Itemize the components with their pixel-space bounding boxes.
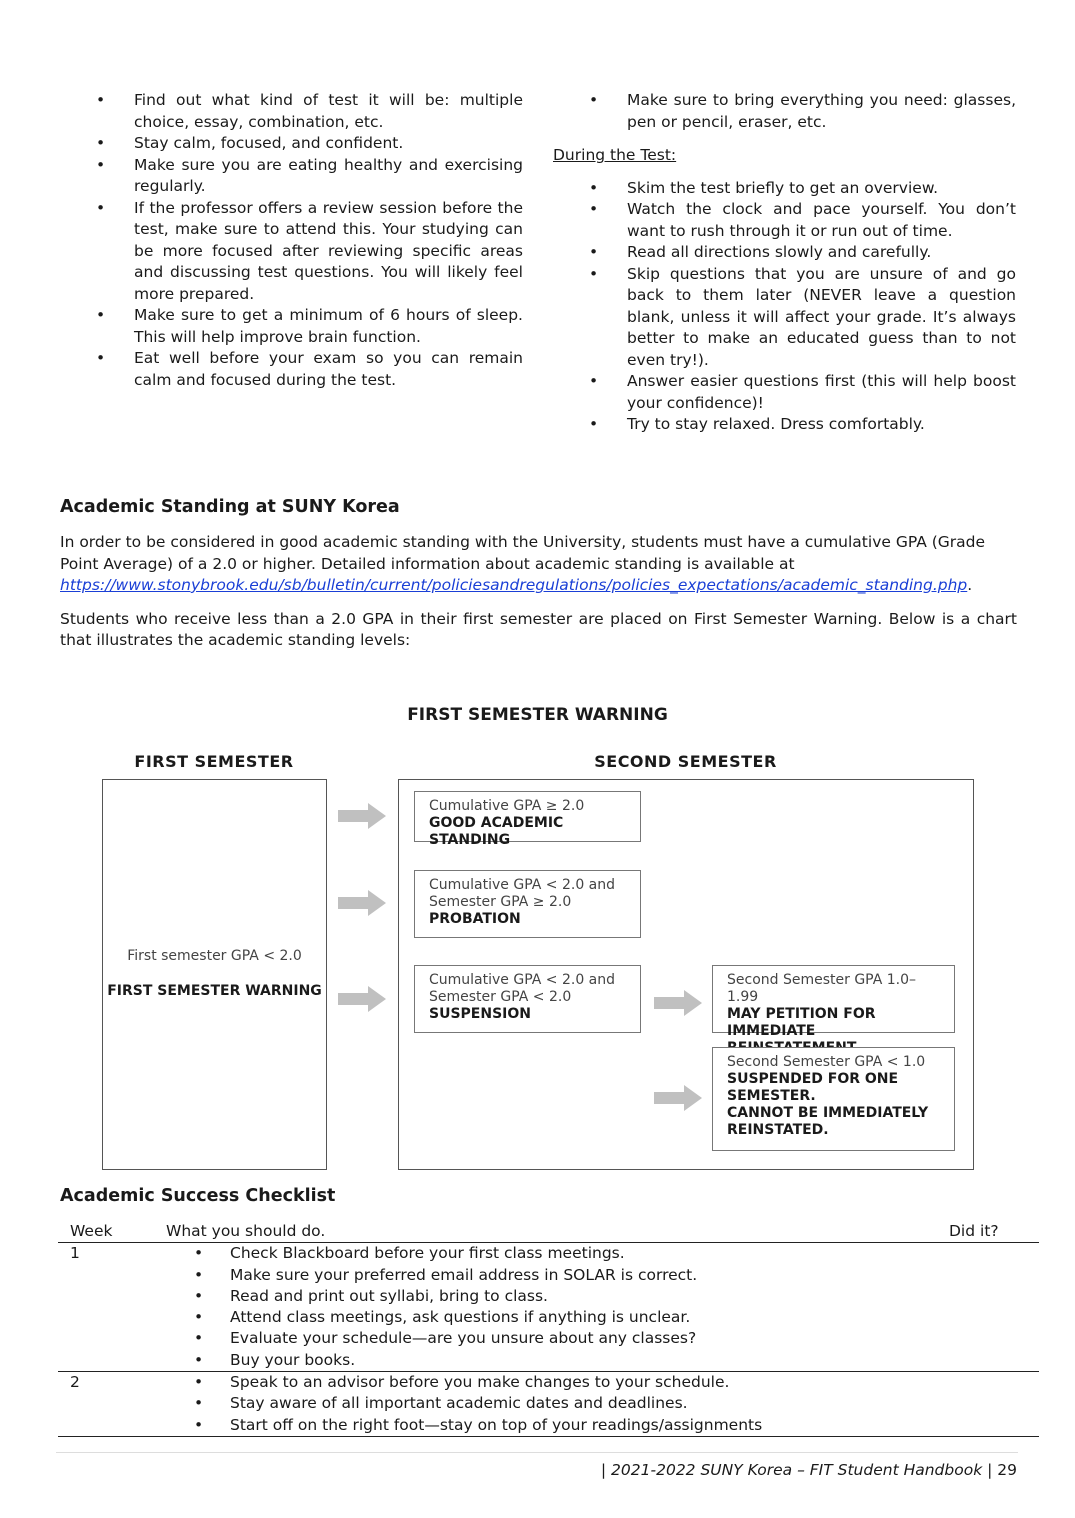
checklist-heading: Academic Success Checklist: [60, 1186, 336, 1206]
standing-link[interactable]: https://www.stonybrook.edu/sb/bulletin/current/policiesandregulations/policies_expectations/academic_standing.php: [60, 576, 968, 594]
list-item: • Evaluate your schedule—are you unsure about any classes?: [154, 1328, 937, 1349]
list-item: • Check Blackboard before your first class meetings.: [154, 1243, 937, 1264]
probation-condition-1: Cumulative GPA < 2.0 and: [429, 877, 616, 893]
checklist-body: [58, 1243, 1039, 1437]
petition-box: [712, 965, 955, 1039]
suspended-label-1: SUSPENDED FOR ONE: [727, 1071, 899, 1087]
probation-condition-2: Semester GPA ≥ 2.0: [429, 894, 572, 910]
list-item: • Stay aware of all important academic dates and deadlines.: [154, 1393, 937, 1414]
bullet-item: • Stay calm, focused, and confident.: [60, 133, 523, 155]
first-box-condition: First semester GPA < 2.0: [127, 948, 302, 964]
bullet-item: • Eat well before your exam so you can remain calm and focused during the test.: [60, 348, 523, 391]
arrow-right-icon: [338, 803, 386, 829]
checklist-table: [58, 1221, 1039, 1437]
suspension-box: [414, 965, 641, 1033]
bullet-item: • Read all directions slowly and carefully.: [553, 242, 1016, 264]
arrow-right-icon: [654, 990, 702, 1016]
did-column-header: Did it?: [937, 1221, 1039, 1243]
arrow-right-icon: [654, 1085, 702, 1111]
suspended-condition: Second Semester GPA < 1.0: [727, 1054, 926, 1070]
left-bullet-list: [60, 90, 523, 391]
did-it-cell[interactable]: [937, 1243, 1039, 1372]
suspension-label: SUSPENSION: [429, 1006, 531, 1022]
standing-para1: [60, 532, 1017, 597]
standing-link-suffix: .: [967, 576, 973, 594]
good-standing-label: GOOD ACADEMIC STANDING: [429, 815, 564, 848]
list-item: • Start off on the right foot—stay on top of your readings/assignments: [154, 1415, 937, 1436]
footer-text: | 2021-2022 SUNY Korea – FIT Student Handbook |: [600, 1461, 993, 1479]
petition-condition: Second Semester GPA 1.0–1.99: [727, 972, 917, 1005]
table-row: [58, 1243, 1039, 1372]
arrow-right-icon: [338, 890, 386, 916]
suspended-label-4: REINSTATED.: [727, 1122, 829, 1138]
suspended-box: [712, 1047, 955, 1151]
bullet-item: • Make sure you are eating healthy and exercising regularly.: [60, 155, 523, 198]
suspended-label-2: SEMESTER.: [727, 1088, 816, 1104]
bullet-item: • Watch the clock and pace yourself. You don’t want to rush through it or run out of time.: [553, 199, 1016, 242]
first-box-label: FIRST SEMESTER WARNING: [107, 983, 322, 999]
probation-label: PROBATION: [429, 911, 521, 927]
good-standing-box: [414, 791, 641, 848]
list-item: • Read and print out syllabi, bring to class.: [154, 1286, 937, 1307]
task-list: [154, 1372, 937, 1436]
list-item: • Attend class meetings, ask questions if anything is unclear.: [154, 1307, 937, 1328]
week-cell: 1: [58, 1243, 154, 1372]
right-top-bullet-list: [553, 90, 1016, 133]
standing-heading: Academic Standing at SUNY Korea: [60, 497, 400, 517]
suspension-condition-2: Semester GPA < 2.0: [429, 989, 572, 1005]
second-semester-heading: SECOND SEMESTER: [594, 752, 777, 771]
suspended-label-3: CANNOT BE IMMEDIATELY: [727, 1105, 929, 1121]
list-item: • Make sure your preferred email address in SOLAR is correct.: [154, 1265, 937, 1286]
standing-text: [60, 532, 1017, 652]
standing-para1-text: In order to be considered in good academic standing with the University, students must have a cumulative GPA (Grade Point Average) of a 2.0 or higher. Detailed information about academic standing is available at: [60, 533, 986, 573]
task-list: [154, 1243, 937, 1371]
footer-divider: [56, 1452, 1018, 1453]
list-item: • Speak to an advisor before you make changes to your schedule.: [154, 1372, 937, 1393]
petition-label-2: IMMEDIATE: [727, 1023, 816, 1039]
bullet-item: • Answer easier questions first (this will help boost your confidence)!: [553, 371, 1016, 414]
what-column-header: What you should do.: [154, 1221, 937, 1243]
table-row: [58, 1372, 1039, 1437]
standing-para2: Students who receive less than a 2.0 GPA in their first semester are placed on First Semester Warning. Below is a chart that illustrates the academic standing levels:: [60, 609, 1017, 649]
bullet-item: • Find out what kind of test it will be: multiple choice, essay, combination, etc.: [60, 90, 523, 133]
bullet-item: • Skip questions that you are unsure of and go back to them later (NEVER leave a question blank, unless it will affect your grade. It’s always better to make an educated guess than to not even try!).: [553, 264, 1016, 372]
good-standing-condition: Cumulative GPA ≥ 2.0: [429, 798, 585, 814]
suspension-condition-1: Cumulative GPA < 2.0 and: [429, 972, 616, 988]
bullet-item: • Make sure to get a minimum of 6 hours of sleep. This will help improve brain function.: [60, 305, 523, 348]
list-item: • Buy your books.: [154, 1350, 937, 1371]
week-cell: 2: [58, 1372, 154, 1437]
tasks-cell: [154, 1372, 937, 1437]
during-test-heading: During the Test:: [553, 146, 677, 164]
page-footer: [601, 1460, 1017, 1482]
tasks-cell: [154, 1243, 937, 1372]
diagram-title: FIRST SEMESTER WARNING: [407, 705, 668, 725]
left-column: [60, 90, 523, 391]
first-semester-heading: FIRST SEMESTER: [134, 752, 294, 771]
bullet-item: • Try to stay relaxed. Dress comfortably.: [553, 414, 1016, 436]
arrow-right-icon: [338, 986, 386, 1012]
probation-box: [414, 870, 641, 938]
bullet-item: • Make sure to bring everything you need: glasses, pen or pencil, eraser, etc.: [553, 90, 1016, 133]
petition-label-1: MAY PETITION FOR: [727, 1006, 876, 1022]
during-test-bullet-list: [553, 178, 1016, 436]
first-semester-box: [102, 779, 327, 1170]
week-column-header: Week: [58, 1221, 154, 1243]
did-it-cell[interactable]: [937, 1372, 1039, 1437]
page-number: 29: [997, 1461, 1017, 1479]
right-column: [553, 90, 1016, 436]
bullet-item: • If the professor offers a review session before the test, make sure to attend this. Your studying can be more focused after reviewing specific areas and discussing test questions. You will likely feel more prepared.: [60, 198, 523, 306]
bullet-item: • Skim the test briefly to get an overview.: [553, 178, 1016, 200]
